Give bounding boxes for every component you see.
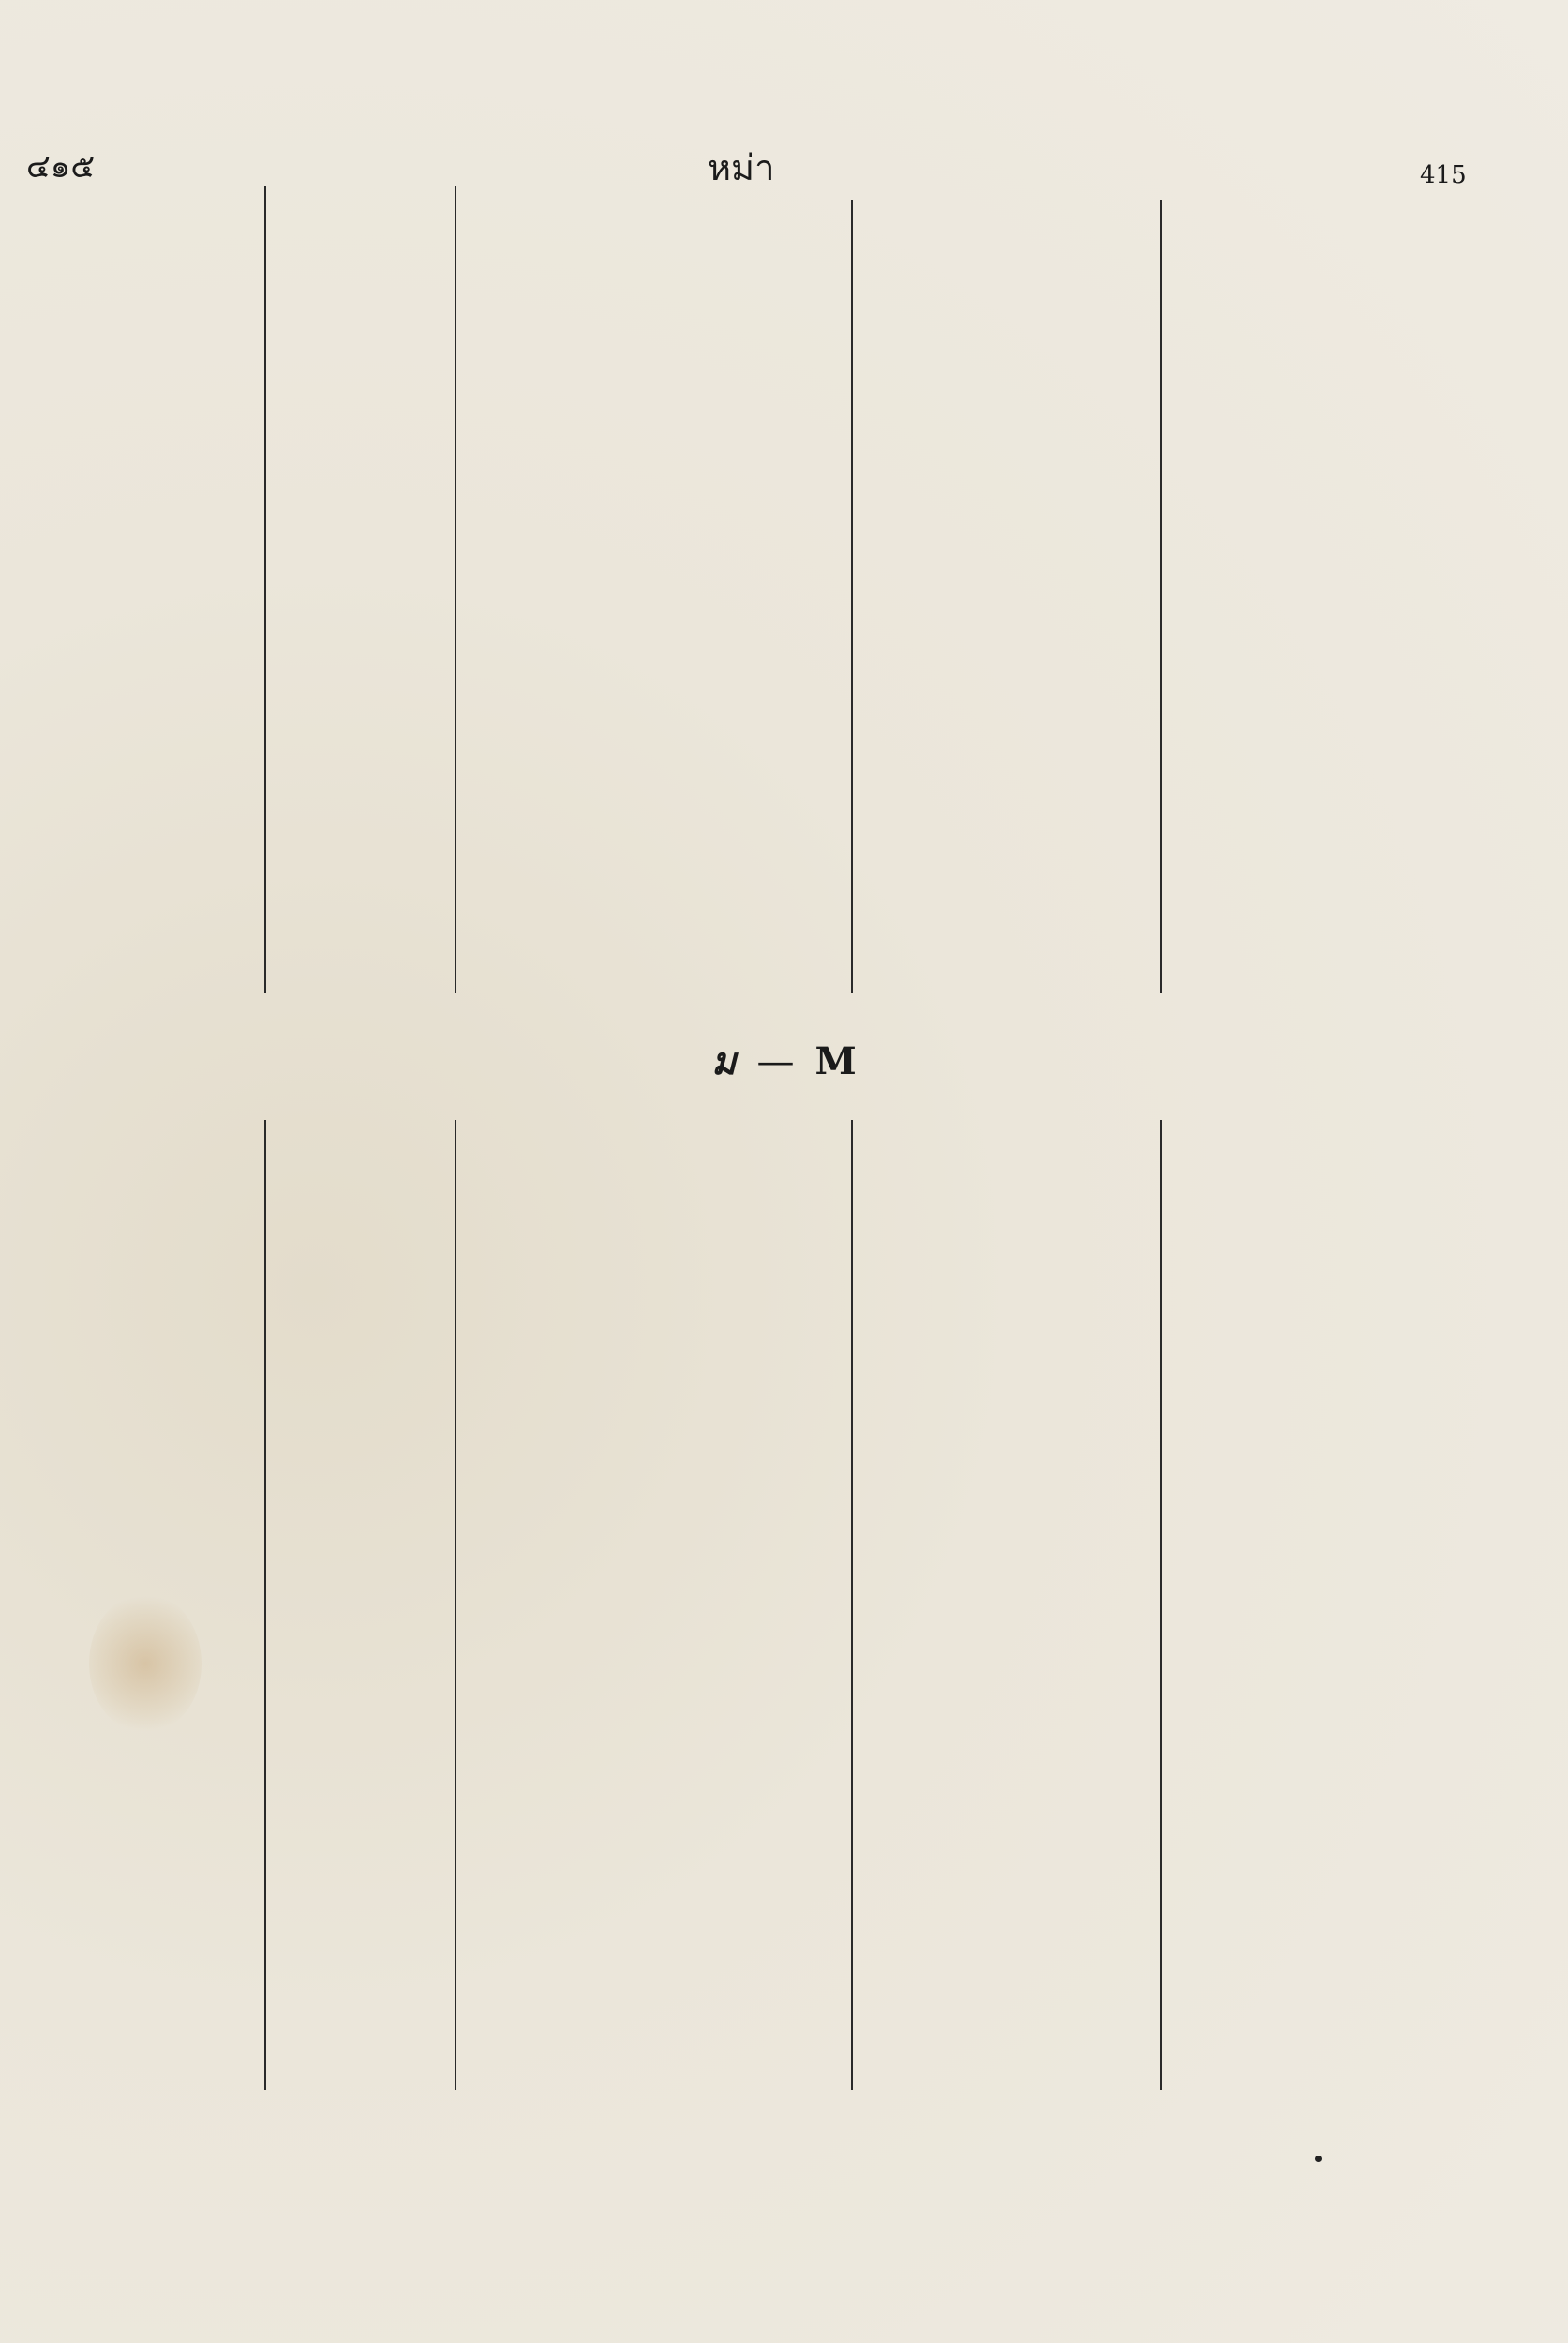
section-heading-latin: M (814, 1039, 857, 1083)
column-rule (851, 200, 853, 993)
thai-page-number: ๔๑๕ (26, 148, 96, 186)
column-rule (1160, 1120, 1162, 2090)
column-rule (264, 1120, 266, 2090)
section-heading-thai: ม (711, 1040, 737, 1083)
section-heading-dash: — (756, 1040, 795, 1083)
column-rule (455, 1120, 456, 2090)
column-rule (455, 186, 456, 993)
page-stain (89, 1593, 202, 1734)
running-head-word: หม่า (708, 147, 775, 188)
column-rule (851, 1120, 853, 2090)
ink-speck (1315, 2156, 1322, 2162)
page-number: 415 (1420, 161, 1467, 189)
column-rule (1160, 200, 1162, 993)
column-rule (264, 186, 266, 993)
section-heading-m (0, 1031, 1568, 1091)
